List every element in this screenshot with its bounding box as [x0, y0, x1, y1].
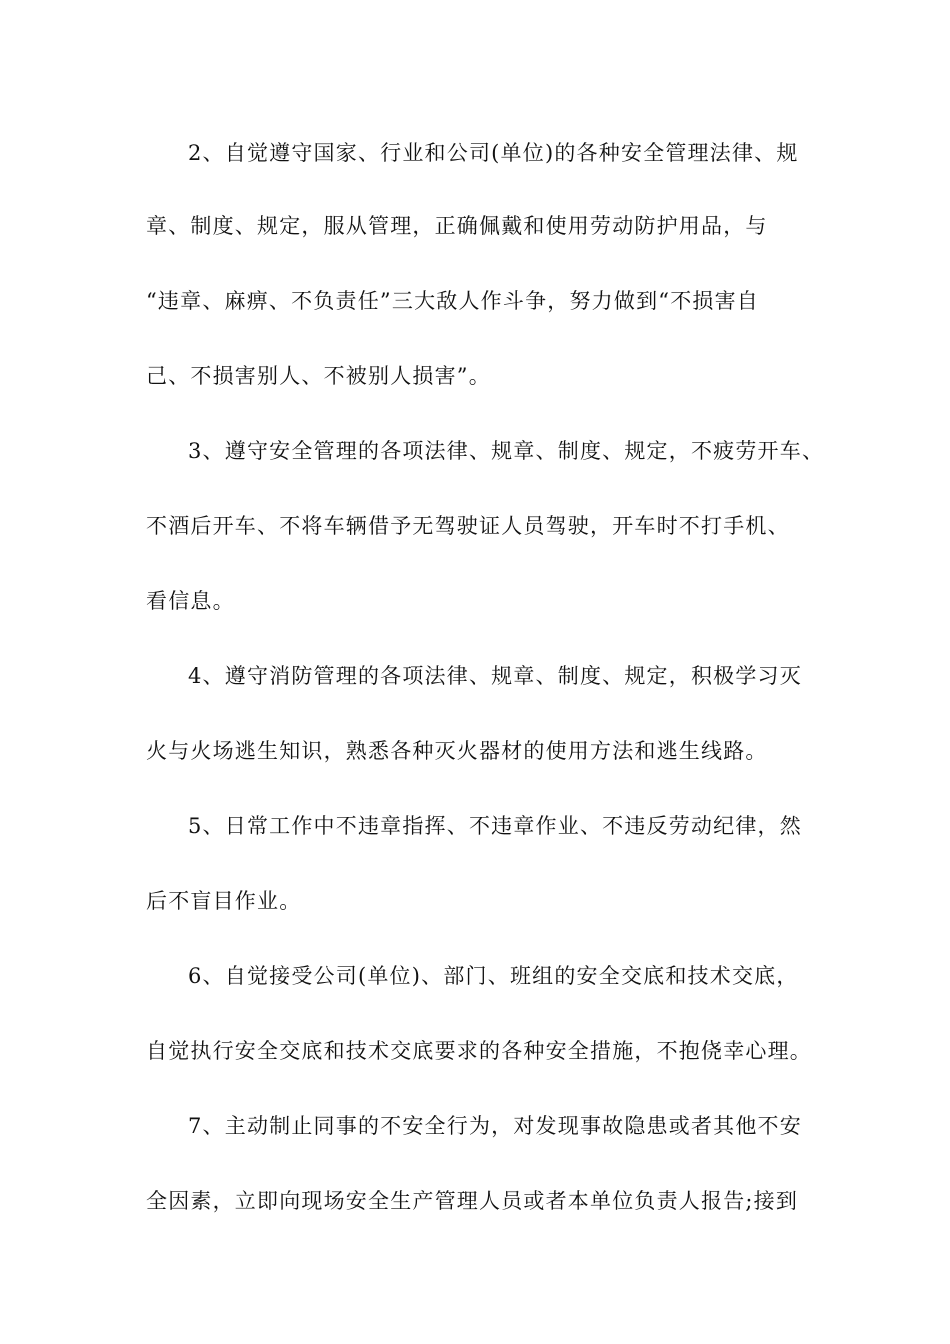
paragraph-2-line-4: 己、不损害别人、不被别人损害”。	[146, 364, 491, 388]
paragraph-3-line-2: 不酒后开车、不将车辆借予无驾驶证人员驾驶，开车时不打手机、	[146, 514, 790, 538]
paragraph-6-line-2: 自觉执行安全交底和技术交底要求的各种安全措施，不抱侥幸心理。	[146, 1039, 812, 1063]
paragraph-2-line-1: 2、自觉遵守国家、行业和公司(单位)的各种安全管理法律、规	[188, 141, 799, 165]
paragraph-5-line-1: 5、日常工作中不违章指挥、不违章作业、不违反劳动纪律，然	[188, 814, 802, 838]
paragraph-7-line-1: 7、主动制止同事的不安全行为，对发现事故隐患或者其他不安	[188, 1114, 802, 1138]
paragraph-3-line-3: 看信息。	[146, 589, 235, 613]
paragraph-3-line-1: 3、遵守安全管理的各项法律、规章、制度、规定，不疲劳开车、	[188, 439, 825, 463]
paragraph-4-line-2: 火与火场逃生知识，熟悉各种灭火器材的使用方法和逃生线路。	[146, 739, 768, 763]
paragraph-2-line-2: 章、制度、规定，服从管理，正确佩戴和使用劳动防护用品，与	[146, 214, 768, 238]
paragraph-5-line-2: 后不盲目作业。	[146, 889, 302, 913]
paragraph-6-line-1: 6、自觉接受公司(单位)、部门、班组的安全交底和技术交底，	[188, 964, 799, 988]
paragraph-4-line-1: 4、遵守消防管理的各项法律、规章、制度、规定，积极学习灭	[188, 664, 802, 688]
paragraph-2-line-3: “违章、麻痹、不负责任”三大敌人作斗争，努力做到“不损害自	[146, 289, 760, 313]
paragraph-7-line-2: 全因素，立即向现场安全生产管理人员或者本单位负责人报告;接到	[146, 1189, 799, 1213]
